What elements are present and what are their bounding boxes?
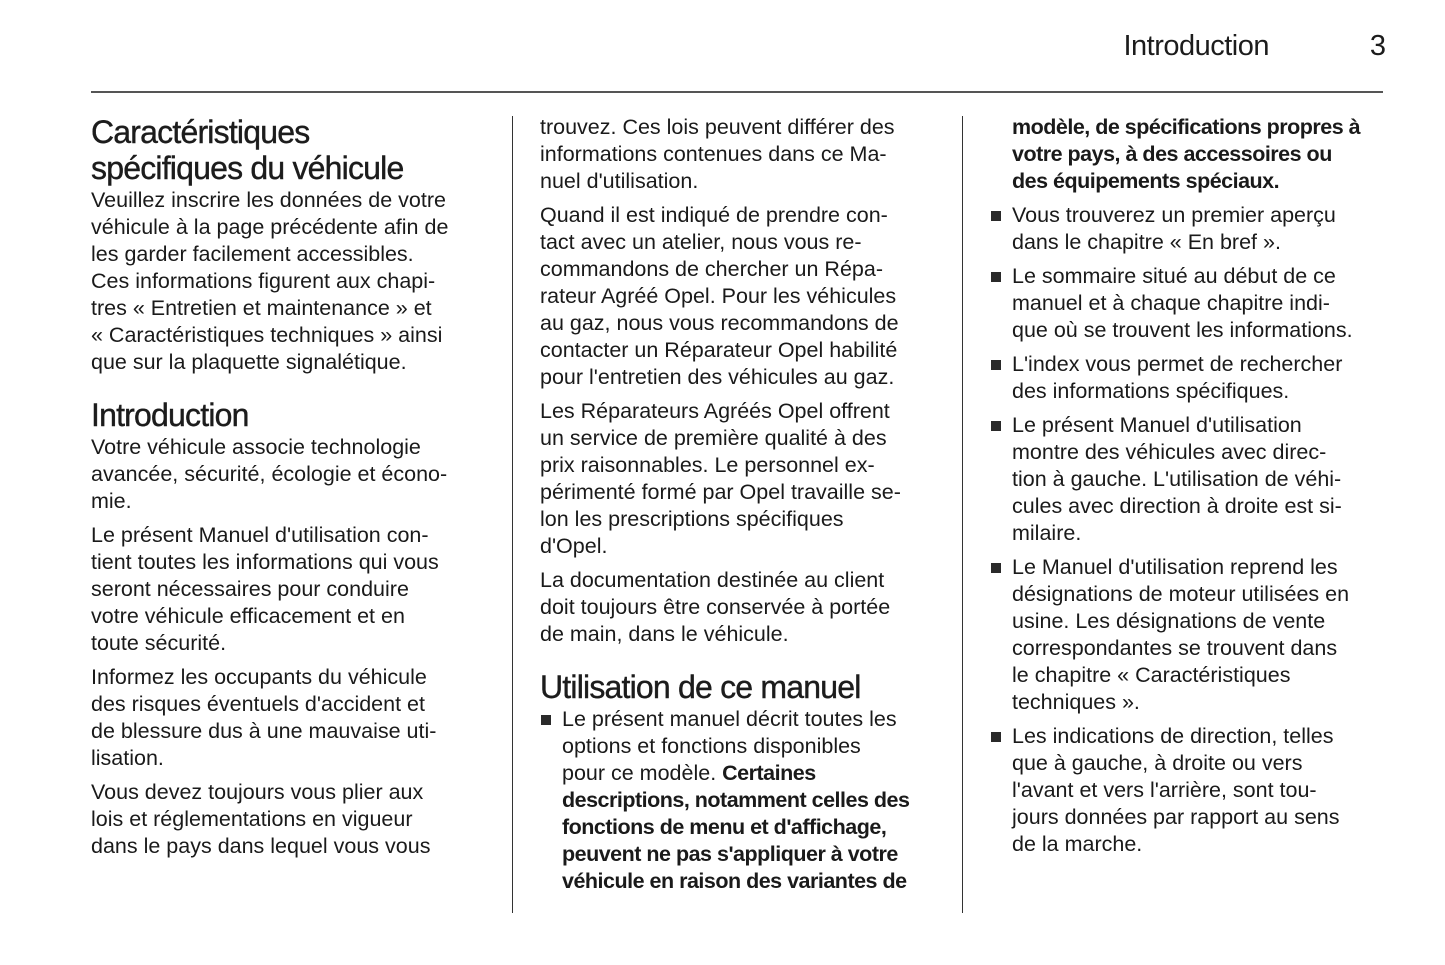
text-line: tact avec un atelier, nous vous re- [540, 230, 862, 254]
page-header [0, 28, 1445, 68]
text-line: des risques éventuels d'accident et [91, 692, 425, 716]
bullet-item [990, 554, 1395, 716]
text-line: les garder facilement accessibles. [91, 242, 414, 266]
text-line: l'avant et vers l'arrière, sont tou- [1012, 778, 1317, 802]
column-divider [512, 116, 513, 913]
text-line: montre des véhicules avec direc- [1012, 440, 1327, 464]
text-line: Le présent Manuel d'utilisation [1012, 413, 1302, 437]
paragraph [91, 522, 496, 657]
text-line: tres « Entretien et maintenance » et [91, 296, 432, 320]
heading-line: spécifiques du véhicule [91, 150, 404, 186]
text-line: Informez les occupants du véhicule [91, 665, 427, 689]
text-line: techniques ». [1012, 690, 1140, 714]
bullet-item [990, 412, 1395, 547]
text-line: Les Réparateurs Agréés Opel offrent [540, 399, 890, 423]
text-line: trouvez. Ces lois peuvent différer des [540, 115, 895, 139]
text-line: options et fonctions disponibles [562, 734, 861, 758]
paragraph [540, 114, 945, 195]
text-line: dans le chapitre « En bref ». [1012, 230, 1281, 254]
square-bullet-icon [991, 272, 1001, 282]
bullet-item-continued [990, 114, 1395, 195]
text-line: Le présent Manuel d'utilisation con- [91, 523, 429, 547]
text-line: Votre véhicule associe technologie [91, 435, 421, 459]
section-heading-manual-usage [540, 669, 945, 705]
square-bullet-icon [991, 421, 1001, 431]
header-rule [91, 91, 1383, 93]
column-3 [990, 114, 1395, 865]
text-line: L'index vous permet de rechercher [1012, 352, 1343, 376]
text-line: milaire. [1012, 521, 1082, 545]
text-line: tient toutes les informations qui vous [91, 550, 439, 574]
text-line: lon les prescriptions spécifiques [540, 507, 844, 531]
bullet-item [990, 723, 1395, 858]
text-line: Les indications de direction, telles [1012, 724, 1334, 748]
paragraph [540, 398, 945, 560]
bullet-item [540, 706, 945, 895]
text-line: jours données par rapport au sens [1012, 805, 1340, 829]
text-line: véhicule à la page précédente afin de [91, 215, 449, 239]
paragraph [91, 779, 496, 860]
text-line: correspondantes se trouvent dans [1012, 636, 1338, 660]
section-heading-introduction [91, 397, 496, 433]
paragraph [540, 567, 945, 648]
paragraph [540, 202, 945, 391]
text-run: pour ce modèle. [562, 761, 723, 785]
bullet-item [990, 202, 1395, 256]
text-line: rateur Agréé Opel. Pour les véhicules [540, 284, 897, 308]
bold-text-run: Certaines [722, 761, 816, 785]
page-number: 3 [1369, 30, 1386, 62]
text-line: prix raisonnables. Le personnel ex- [540, 453, 875, 477]
text-line: que sur la plaquette signalétique. [91, 350, 407, 374]
text-line: mie. [91, 489, 132, 513]
text-line: doit toujours être conservée à portée [540, 595, 891, 619]
text-line: « Caractéristiques techniques » ainsi [91, 323, 443, 347]
text-line: cules avec direction à droite est si- [1012, 494, 1342, 518]
square-bullet-icon [991, 360, 1001, 370]
text-line: La documentation destinée au client [540, 568, 885, 592]
bold-text-line: véhicule en raison des variantes de [562, 869, 907, 893]
text-line: le chapitre « Caractéristiques [1012, 663, 1291, 687]
heading-line: Caractéristiques [91, 114, 310, 150]
text-line: pour l'entretien des véhicules au gaz. [540, 365, 895, 389]
text-line: au gaz, nous vous recommandons de [540, 311, 899, 335]
text-line: Vous trouverez un premier aperçu [1012, 203, 1336, 227]
square-bullet-icon [541, 715, 551, 725]
text-line: nuel d'utilisation. [540, 169, 699, 193]
square-bullet-icon [991, 211, 1001, 221]
bold-text-line: modèle, de spécifications propres à [1012, 115, 1361, 139]
text-line: Le présent manuel décrit toutes les [562, 707, 897, 731]
text-line: Le Manuel d'utilisation reprend les [1012, 555, 1338, 579]
text-line: lisation. [91, 746, 164, 770]
text-line: Ces informations figurent aux chapi- [91, 269, 436, 293]
paragraph [91, 664, 496, 772]
bullet-list [990, 114, 1395, 858]
text-line: que à gauche, à droite ou vers [1012, 751, 1303, 775]
paragraph [91, 187, 496, 376]
text-line: informations contenues dans ce Ma- [540, 142, 887, 166]
text-line: Quand il est indiqué de prendre con- [540, 203, 888, 227]
text-line: de la marche. [1012, 832, 1143, 856]
text-line: de main, dans le véhicule. [540, 622, 789, 646]
text-line: d'Opel. [540, 534, 608, 558]
text-line: seront nécessaires pour conduire [91, 577, 409, 601]
bold-text-line: fonctions de menu et d'affichage, [562, 815, 887, 839]
text-line: désignations de moteur utilisées en [1012, 582, 1350, 606]
heading-line: Introduction [91, 397, 249, 433]
bullet-list [540, 706, 945, 895]
paragraph [91, 434, 496, 515]
text-line: votre véhicule efficacement et en [91, 604, 405, 628]
text-line: commandons de chercher un Répa- [540, 257, 883, 281]
text-line: tion à gauche. L'utilisation de véhi- [1012, 467, 1342, 491]
text-line: avancée, sécurité, écologie et écono- [91, 462, 448, 486]
text-line: manuel et à chaque chapitre indi- [1012, 291, 1330, 315]
text-line: des informations spécifiques. [1012, 379, 1290, 403]
running-header-title: Introduction [1123, 30, 1269, 62]
text-line: lois et réglementations en vigueur [91, 807, 413, 831]
text-line: que où se trouvent les informations. [1012, 318, 1353, 342]
bold-text-line: des équipements spéciaux. [1012, 169, 1280, 193]
text-line: un service de première qualité à des [540, 426, 887, 450]
text-line: contacter un Réparateur Opel habilité [540, 338, 898, 362]
column-1 [91, 114, 496, 867]
square-bullet-icon [991, 732, 1001, 742]
text-line: dans le pays dans lequel vous vous [91, 834, 431, 858]
bold-text-line: peuvent ne pas s'appliquer à votre [562, 842, 898, 866]
text-line [562, 760, 945, 787]
square-bullet-icon [991, 563, 1001, 573]
section-heading-vehicle-specs [91, 114, 496, 186]
text-line: Vous devez toujours vous plier aux [91, 780, 424, 804]
text-line: périmenté formé par Opel travaille se- [540, 480, 901, 504]
text-line: de blessure dus à une mauvaise uti- [91, 719, 437, 743]
bold-text-line: votre pays, à des accessoires ou [1012, 142, 1332, 166]
bullet-item [990, 351, 1395, 405]
text-line: Le sommaire situé au début de ce [1012, 264, 1336, 288]
column-divider [962, 116, 963, 913]
heading-line: Utilisation de ce manuel [540, 669, 861, 705]
text-line: Veuillez inscrire les données de votre [91, 188, 446, 212]
column-2 [540, 114, 945, 902]
bold-text-line: descriptions, notamment celles des [562, 788, 910, 812]
text-line: toute sécurité. [91, 631, 227, 655]
bullet-item [990, 263, 1395, 344]
text-line: usine. Les désignations de vente [1012, 609, 1326, 633]
